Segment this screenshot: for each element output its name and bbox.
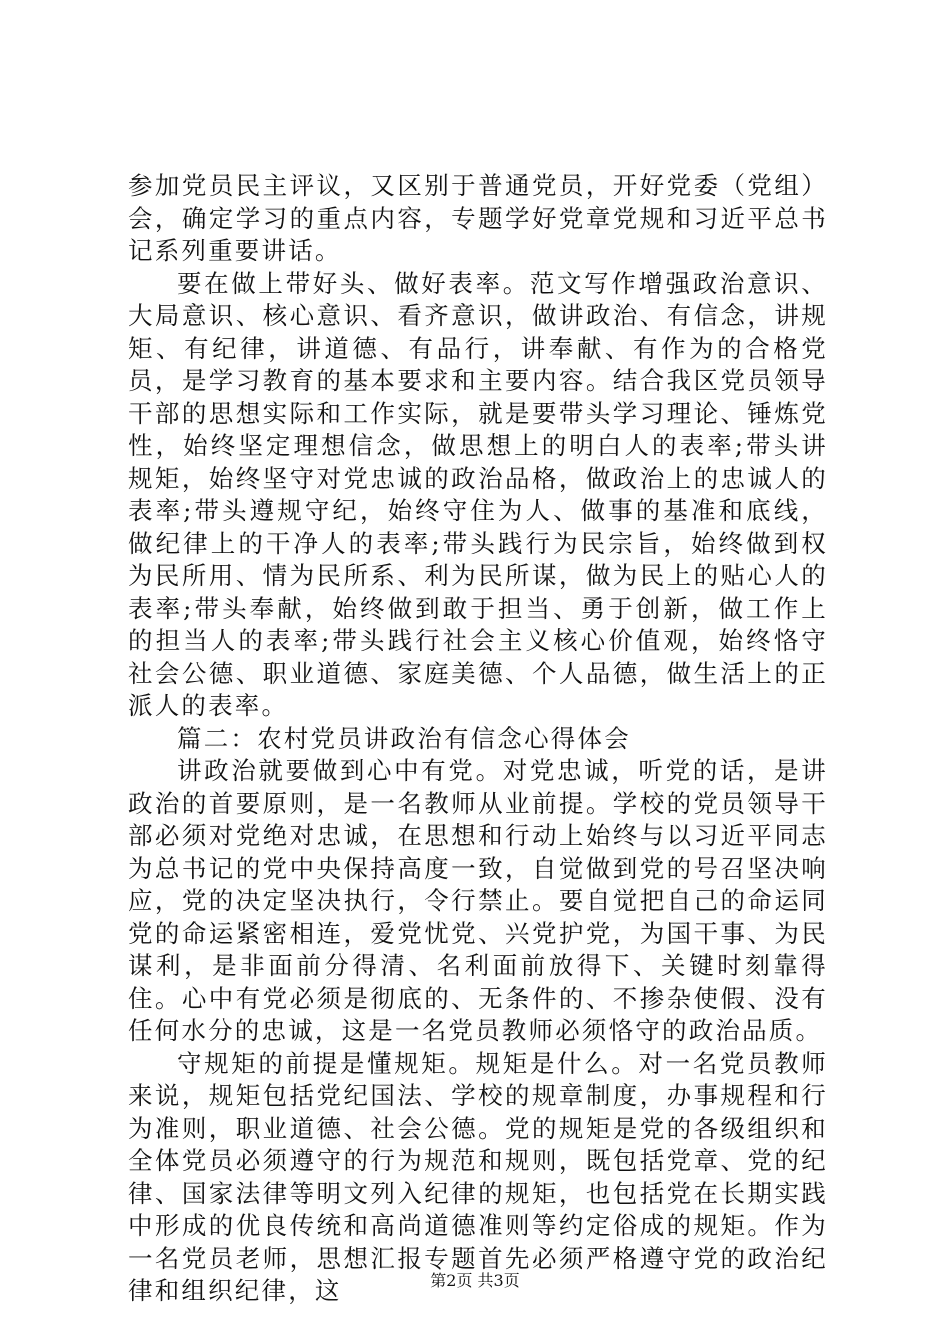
paragraph: 守规矩的前提是懂规矩。规矩是什么。对一名党员教师来说，规矩包括党纪国法、学校的规章制度，办事规程和行为准则，职业道德、社会公德。党的规矩是党的各级组织和全体党员必须遵守的行为规范和规则，既包括党章、党的纪律、国家法律等明文列入纪律的规矩，也包括党在长期实践中形成的优良传统和高尚道德准则等约定俗成的规矩。作为一名党员老师，思想汇报专题首先必须严格遵守党的政治纪律和组织纪律，这: [128, 1048, 828, 1305]
document-body: [128, 170, 828, 1308]
paragraph: 参加党员民主评议，又区别于普通党员，开好党委（党组）会，确定学习的重点内容，专题学好党章党规和习近平总书记系列重要讲话。: [128, 171, 828, 265]
page-number-footer: 第2页 共3页: [430, 1271, 520, 1290]
paragraph: 讲政治就要做到心中有党。对党忠诚，听党的话，是讲政治的首要原则，是一名教师从业前提。学校的党员领导干部必须对党绝对忠诚，在思想和行动上始终与以习近平同志为总书记的党中央保持高度一致，自觉做到党的号召坚决响应，党的决定坚决执行，令行禁止。要自觉把自己的命运同党的命运紧密相连，爱党忧党、兴党护党，为国干事、为民谋利，是非面前分得清、名利面前放得下、关键时刻靠得住。心中有党必须是彻底的、无条件的、不掺杂使假、没有任何水分的忠诚，这是一名党员教师必须恪守的政治品质。: [128, 756, 828, 1045]
paragraph: 要在做上带好头、做好表率。范文写作增强政治意识、大局意识、核心意识、看齐意识，做讲政治、有信念，讲规矩、有纪律，讲道德、有品行，讲奉献、有作为的合格党员，是学习教育的基本要求和主要内容。结合我区党员领导干部的思想实际和工作实际，就是要带头学习理论、锤炼党性，始终坚定理想信念，做思想上的明白人的表率;带头讲规矩，始终坚守对党忠诚的政治品格，做政治上的忠诚人的表率;带头遵规守纪，始终守住为人、做事的基准和底线，做纪律上的干净人的表率;带头践行为民宗旨，始终做到权为民所用、情为民所系、利为民所谋，做为民上的贴心人的表率;带头奉献，始终做到敢于担当、勇于创新，做工作上的担当人的表率;带头践行社会主义核心价值观，始终恪守社会公德、职业道德、家庭美德、个人品德，做生活上的正派人的表率。: [128, 268, 828, 720]
section-heading: 篇二：农村党员讲政治有信念心得体会: [177, 723, 631, 753]
